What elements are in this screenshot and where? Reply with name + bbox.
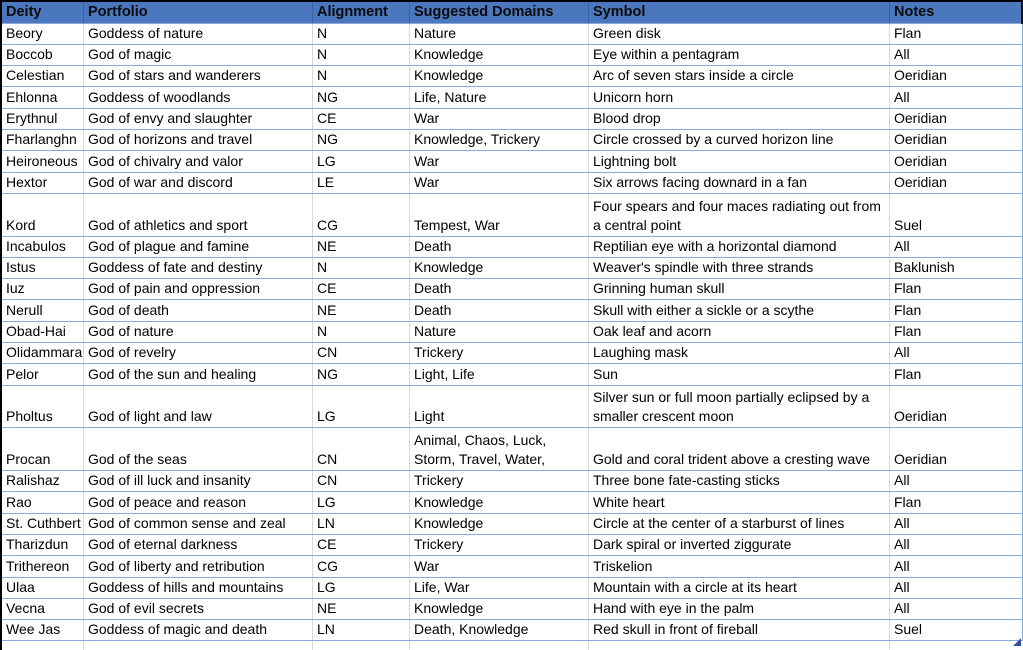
cell-deity[interactable]: Obad-Hai [2, 322, 84, 342]
cell-notes[interactable]: All [894, 557, 910, 574]
cell-symbol[interactable]: Arc of seven stars inside a circle [589, 66, 890, 86]
cell-alignment[interactable]: LG [313, 492, 410, 512]
empty-cell [84, 641, 313, 650]
cell-notes[interactable]: All [894, 344, 910, 361]
table-row [2, 24, 1023, 45]
cell-notes[interactable]: Oeridian [894, 109, 947, 126]
empty-cell [410, 641, 589, 650]
cell-alignment[interactable]: NG [313, 87, 410, 107]
column-header-notes[interactable]: Notes [890, 2, 1021, 24]
cell-portfolio[interactable]: God of war and discord [84, 173, 313, 193]
table-row [2, 109, 1023, 130]
cell-deity[interactable]: Rao [2, 492, 84, 512]
cell-suggested-domains[interactable]: Trickery [410, 471, 589, 491]
cell-alignment[interactable]: NG [313, 364, 410, 384]
cell-symbol[interactable]: Grinning human skull [589, 279, 890, 299]
cell-symbol[interactable]: Three bone fate-casting sticks [589, 471, 890, 491]
table-resize-handle-icon[interactable] [1013, 638, 1021, 646]
cell-notes[interactable]: All [894, 514, 910, 531]
cell-notes[interactable]: Flan [894, 24, 922, 41]
cell-deity[interactable]: Fharlanghn [2, 130, 84, 150]
cell-deity[interactable]: Olidammara [2, 343, 84, 363]
cell-alignment[interactable]: CE [313, 279, 410, 299]
cell-suggested-domains[interactable]: War [410, 173, 589, 193]
cell-deity[interactable]: Ulaa [2, 578, 84, 598]
table-row [2, 578, 1023, 599]
cell-alignment[interactable]: NE [313, 300, 410, 320]
column-header-portfolio[interactable]: Portfolio [84, 2, 313, 24]
cell-alignment[interactable]: CN [313, 471, 410, 491]
cell-suggested-domains[interactable]: War [410, 109, 589, 129]
empty-cell [589, 641, 890, 650]
cell-symbol[interactable]: Four spears and four maces radiating out from a central point [589, 194, 890, 236]
cell-deity[interactable]: Trithereon [2, 556, 84, 576]
cell-notes[interactable]: All [894, 578, 910, 595]
cell-alignment[interactable]: N [313, 24, 410, 44]
cell-symbol[interactable]: Lightning bolt [589, 151, 890, 171]
cell-notes[interactable]: Baklunish [894, 259, 955, 276]
cell-suggested-domains[interactable]: War [410, 151, 589, 171]
cell-suggested-domains[interactable]: Death, Knowledge [410, 620, 589, 640]
cell-portfolio[interactable]: God of magic [84, 45, 313, 65]
cell-portfolio[interactable]: God of nature [84, 322, 313, 342]
cell-alignment[interactable]: CN [313, 343, 410, 363]
cell-symbol[interactable]: Hand with eye in the palm [589, 599, 890, 619]
table-row [2, 130, 1023, 151]
cell-alignment[interactable]: CE [313, 535, 410, 555]
table-row [2, 428, 1023, 471]
cell-portfolio[interactable]: God of eternal darkness [84, 535, 313, 555]
cell-suggested-domains[interactable]: Knowledge [410, 514, 589, 534]
empty-cell [890, 641, 1021, 650]
cell-notes[interactable]: Suel [894, 216, 923, 233]
column-header-alignment[interactable]: Alignment [313, 2, 410, 24]
table-row [2, 300, 1023, 321]
cell-notes[interactable]: All [894, 472, 910, 489]
cell-alignment[interactable]: LN [313, 620, 410, 640]
cell-portfolio[interactable]: Goddess of fate and destiny [84, 258, 313, 278]
cell-deity[interactable]: Vecna [2, 599, 84, 619]
cell-notes[interactable]: Flan [894, 493, 922, 510]
cell-deity[interactable]: Pholtus [2, 386, 84, 428]
table-row [2, 364, 1023, 385]
cell-notes[interactable]: Flan [894, 280, 922, 297]
cell-alignment[interactable]: NE [313, 599, 410, 619]
cell-portfolio[interactable]: Goddess of nature [84, 24, 313, 44]
cell-symbol[interactable]: Six arrows facing downard in a fan [589, 173, 890, 193]
cell-notes[interactable]: All [894, 600, 910, 617]
table-row [2, 620, 1023, 641]
cell-portfolio[interactable]: God of revelry [84, 343, 313, 363]
cell-portfolio[interactable]: God of pain and oppression [84, 279, 313, 299]
table-header-row [2, 2, 1023, 24]
cell-portfolio[interactable]: God of chivalry and valor [84, 151, 313, 171]
cell-suggested-domains[interactable]: Death [410, 237, 589, 257]
cell-suggested-domains[interactable]: Knowledge [410, 492, 589, 512]
cell-deity[interactable]: Pelor [2, 364, 84, 384]
cell-portfolio[interactable]: God of light and law [84, 386, 313, 428]
cell-suggested-domains[interactable]: Life, War [410, 578, 589, 598]
table-row [2, 87, 1023, 108]
table-row [2, 471, 1023, 492]
cell-notes[interactable]: Flan [894, 365, 922, 382]
cell-notes[interactable]: Oeridian [894, 173, 947, 190]
cell-suggested-domains[interactable]: Animal, Chaos, Luck, Storm, Travel, Water, [410, 428, 589, 470]
cell-deity[interactable]: Celestian [2, 66, 84, 86]
cell-suggested-domains[interactable]: Death [410, 279, 589, 299]
cell-alignment[interactable]: N [313, 322, 410, 342]
cell-deity[interactable]: Ralishaz [2, 471, 84, 491]
table-row [2, 535, 1023, 556]
cell-portfolio[interactable]: Goddess of woodlands [84, 87, 313, 107]
cell-portfolio[interactable]: God of evil secrets [84, 599, 313, 619]
table-row [2, 514, 1023, 535]
cell-symbol[interactable]: Circle at the center of a starburst of lines [589, 514, 890, 534]
cell-suggested-domains[interactable]: Trickery [410, 535, 589, 555]
cell-deity[interactable]: Boccob [2, 45, 84, 65]
cell-symbol[interactable]: Red skull in front of fireball [589, 620, 890, 640]
cell-symbol[interactable]: Oak leaf and acorn [589, 322, 890, 342]
cell-notes[interactable]: Flan [894, 323, 922, 340]
cell-deity[interactable]: Incabulos [2, 237, 84, 257]
cell-suggested-domains[interactable]: Life, Nature [410, 87, 589, 107]
cell-symbol[interactable]: Triskelion [589, 556, 890, 576]
cell-alignment[interactable]: N [313, 66, 410, 86]
cell-portfolio[interactable]: God of athletics and sport [84, 194, 313, 236]
cell-portfolio[interactable]: God of the seas [84, 428, 313, 470]
cell-symbol[interactable]: Laughing mask [589, 343, 890, 363]
cell-symbol[interactable]: Circle crossed by a curved horizon line [589, 130, 890, 150]
cell-notes[interactable]: All [894, 536, 910, 553]
table-row [2, 322, 1023, 343]
cell-symbol[interactable]: Gold and coral trident above a cresting wave [589, 428, 890, 470]
column-header-deity[interactable]: Deity [2, 2, 84, 24]
table-row [2, 66, 1023, 87]
cell-portfolio[interactable]: God of liberty and retribution [84, 556, 313, 576]
cell-deity[interactable]: Istus [2, 258, 84, 278]
cell-deity[interactable]: Ehlonna [2, 87, 84, 107]
cell-suggested-domains[interactable]: Tempest, War [410, 194, 589, 236]
cell-symbol[interactable]: Silver sun or full moon partially eclipsed by a smaller crescent moon [589, 386, 890, 428]
empty-cell [313, 641, 410, 650]
table-row [2, 151, 1023, 172]
cell-notes[interactable]: Oeridian [894, 451, 947, 468]
cell-deity[interactable]: St. Cuthbert [2, 514, 84, 534]
cell-portfolio[interactable]: Goddess of magic and death [84, 620, 313, 640]
cell-deity[interactable]: Nerull [2, 300, 84, 320]
cell-alignment[interactable]: CG [313, 194, 410, 236]
empty-partial-row[interactable] [2, 641, 1023, 650]
cell-alignment[interactable]: N [313, 45, 410, 65]
cell-notes[interactable]: Oeridian [894, 131, 947, 148]
cell-portfolio[interactable]: God of ill luck and insanity [84, 471, 313, 491]
cell-symbol[interactable]: White heart [589, 492, 890, 512]
cell-alignment[interactable]: CE [313, 109, 410, 129]
cell-portfolio[interactable]: God of death [84, 300, 313, 320]
cell-alignment[interactable]: N [313, 258, 410, 278]
cell-alignment[interactable]: CG [313, 556, 410, 576]
cell-portfolio[interactable]: God of stars and wanderers [84, 66, 313, 86]
cell-suggested-domains[interactable]: Light [410, 386, 589, 428]
cell-alignment[interactable]: LG [313, 386, 410, 428]
cell-suggested-domains[interactable]: Knowledge [410, 45, 589, 65]
cell-alignment[interactable]: LE [313, 173, 410, 193]
table-row [2, 386, 1023, 429]
column-header-symbol[interactable]: Symbol [589, 2, 890, 24]
table-row [2, 599, 1023, 620]
cell-notes[interactable]: Oeridian [894, 152, 947, 169]
cell-deity[interactable]: Hextor [2, 173, 84, 193]
cell-deity[interactable]: Procan [2, 428, 84, 470]
table-row [2, 343, 1023, 364]
cell-deity[interactable]: Kord [2, 194, 84, 236]
table-row [2, 237, 1023, 258]
table-row [2, 279, 1023, 300]
cell-symbol[interactable]: Skull with either a sickle or a scythe [589, 300, 890, 320]
cell-symbol[interactable]: Green disk [589, 24, 890, 44]
cell-alignment[interactable]: LN [313, 514, 410, 534]
cell-portfolio[interactable]: God of plague and famine [84, 237, 313, 257]
cell-notes[interactable]: Suel [894, 621, 923, 638]
cell-deity[interactable]: Beory [2, 24, 84, 44]
cell-portfolio[interactable]: God of peace and reason [84, 492, 313, 512]
cell-suggested-domains[interactable]: Knowledge [410, 599, 589, 619]
cell-portfolio[interactable]: Goddess of hills and mountains [84, 578, 313, 598]
table-row [2, 173, 1023, 194]
table-row [2, 45, 1023, 66]
cell-notes[interactable]: Flan [894, 301, 922, 318]
cell-deity[interactable]: Iuz [2, 279, 84, 299]
table-row [2, 556, 1023, 577]
cell-portfolio[interactable]: God of envy and slaughter [84, 109, 313, 129]
cell-alignment[interactable]: LG [313, 151, 410, 171]
cell-portfolio[interactable]: God of common sense and zeal [84, 514, 313, 534]
table-row [2, 194, 1023, 237]
table-row [2, 258, 1023, 279]
cell-alignment[interactable]: NG [313, 130, 410, 150]
cell-portfolio[interactable]: God of the sun and healing [84, 364, 313, 384]
cell-suggested-domains[interactable]: Knowledge, Trickery [410, 130, 589, 150]
cell-symbol[interactable]: Mountain with a circle at its heart [589, 578, 890, 598]
cell-portfolio[interactable]: God of horizons and travel [84, 130, 313, 150]
cell-suggested-domains[interactable]: Death [410, 300, 589, 320]
cell-notes[interactable]: Oeridian [894, 408, 947, 425]
cell-notes[interactable]: All [894, 237, 910, 254]
cell-suggested-domains[interactable]: Trickery [410, 343, 589, 363]
cell-symbol[interactable]: Sun [589, 364, 890, 384]
cell-deity[interactable]: Tharizdun [2, 535, 84, 555]
cell-symbol[interactable]: Reptilian eye with a horizontal diamond [589, 237, 890, 257]
cell-symbol[interactable]: Unicorn horn [589, 87, 890, 107]
cell-deity[interactable]: Erythnul [2, 109, 84, 129]
cell-notes[interactable]: All [894, 46, 910, 63]
cell-suggested-domains[interactable]: Nature [410, 322, 589, 342]
cell-alignment[interactable]: NE [313, 237, 410, 257]
cell-notes[interactable]: Oeridian [894, 67, 947, 84]
column-header-suggested-domains[interactable]: Suggested Domains [410, 2, 589, 24]
cell-symbol[interactable]: Blood drop [589, 109, 890, 129]
table-row [2, 492, 1023, 513]
cell-notes[interactable]: All [894, 88, 910, 105]
cell-symbol[interactable]: Eye within a pentagram [589, 45, 890, 65]
cell-symbol[interactable]: Weaver's spindle with three strands [589, 258, 890, 278]
cell-alignment[interactable]: LG [313, 578, 410, 598]
cell-deity[interactable]: Heironeous [2, 151, 84, 171]
table-body [2, 24, 1023, 642]
cell-suggested-domains[interactable]: Nature [410, 24, 589, 44]
empty-cell [2, 641, 84, 650]
cell-deity[interactable]: Wee Jas [2, 620, 84, 640]
cell-suggested-domains[interactable]: Knowledge [410, 258, 589, 278]
cell-suggested-domains[interactable]: War [410, 556, 589, 576]
cell-symbol[interactable]: Dark spiral or inverted ziggurate [589, 535, 890, 555]
cell-alignment[interactable]: CN [313, 428, 410, 470]
cell-suggested-domains[interactable]: Knowledge [410, 66, 589, 86]
cell-suggested-domains[interactable]: Light, Life [410, 364, 589, 384]
